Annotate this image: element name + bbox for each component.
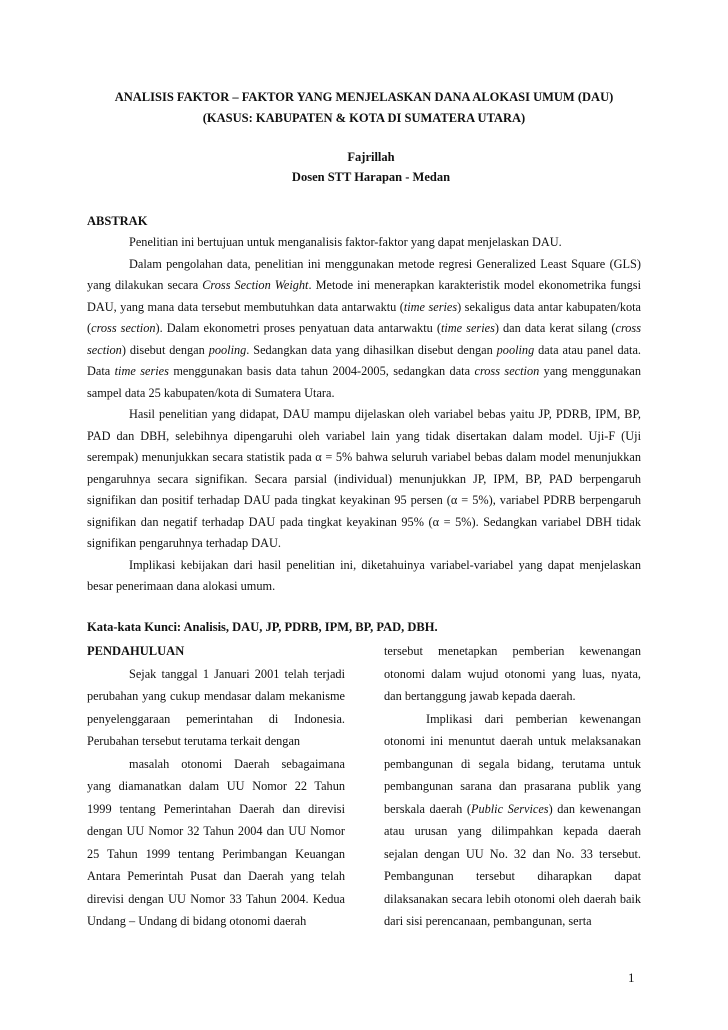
intro-right-column	[384, 640, 641, 933]
intro-right-paragraph-1: tersebut menetapkan pemberian kewenangan otonomi dalam wujud otonomi yang luas, nyata, dan bertanggung jawab kepada daerah.	[384, 644, 641, 703]
page-number: 1	[628, 970, 635, 985]
intro-left-paragraph-1: Sejak tanggal 1 Januari 2001 telah terjadi perubahan yang cukup mendasar dalam mekanisme penyelenggaraan pemerintahan di Indonesia. Perubahan tersebut terutama terkait dengan	[87, 666, 345, 748]
paper-title-line-2: (KASUS: KABUPATEN & KOTA DI SUMATERA UTARA)	[202, 111, 526, 125]
abstract-paragraph-4: Implikasi kebijakan dari hasil penelitian ini, diketahuinya variabel-variabel yang dapat menjelaskan besar penerimaan dana alokasi umum.	[87, 557, 641, 593]
abstract-body	[87, 232, 641, 598]
keywords: Kata-kata Kunci: Analisis, DAU, JP, PDRB, IPM, BP, PAD, DBH.	[87, 620, 438, 634]
intro-right-paragraph-2: Implikasi dari pemberian kewenangan otonomi ini menuntut daerah untuk melaksanakan pembangunan di segala bidang, terutama untuk pembangunan sarana dan prasarana publik yang berskala daerah (Public Services) dan kewenangan atau urusan yang dilimpahkan kepada daerah sejalan dengan UU No. 32 dan No. 33 tersebut. Pembangunan tersebut diharapkan dapat dilaksanakan secara lebih otonomi oleh daerah baik dari sisi perencanaan, pembangunan, serta	[384, 711, 641, 928]
paper-title-line-1: ANALISIS FAKTOR – FAKTOR YANG MENJELASKAN DANA ALOKASI UMUM (DAU)	[114, 90, 614, 104]
abstract-paragraph-2: Dalam pengolahan data, penelitian ini menggunakan metode regresi Generalized Least Square (GLS) yang dilakukan secara Cross Section Weight. Metode ini menerapkan karakteristik model ekonometrika fungsi DAU, yang mana data tersebut membutuhkan data antarwaktu (time series) sekaligus data antar kabupaten/kota (cross section). Dalam ekonometri proses penyatuan data antarwaktu (time series) dan data kerat silang (cross section) disebut dengan pooling. Sedangkan data yang dihasilkan disebut dengan pooling data atau panel data. Data time series menggunakan basis data tahun 2004-2005, sedangkan data cross section yang menggunakan sampel data 25 kabupaten/kota di Sumatera Utara.	[87, 256, 642, 400]
author-name: Fajrillah	[347, 150, 395, 164]
intro-left-column	[87, 640, 345, 933]
abstract-paragraph-3: Hasil penelitian yang didapat, DAU mampu dijelaskan oleh variabel bebas yaitu JP, PDRB, IPM, BP, PAD dan DBH, selebihnya dipengaruhi oleh variabel lain yang tidak disertakan dalam model. Uji-F (Uji serempak) menunjukkan secara statistik pada α = 5% bahwa seluruh variabel bebas dalam model menunjukkan pengaruhnya secara signifikan. Secara parsial (individual) menunjukkan JP, IPM, BP, PAD berpengaruh signifikan dan positif terhadap DAU pada tingkat keyakinan 95 persen (α = 5%), variabel PDRB berpengaruh signifikan dan negatif terhadap DAU pada tingkat keyakinan 95% (α = 5%). Sedangkan variabel DBH tidak signifikan pengaruhnya terhadap DAU.	[87, 407, 641, 550]
abstract-heading: ABSTRAK	[87, 214, 148, 228]
abstract-paragraph-1: Penelitian ini bertujuan untuk menganalisis faktor-faktor yang dapat menjelaskan DAU.	[129, 235, 562, 249]
intro-left-paragraph-2: masalah otonomi Daerah sebagaimana yang diamanatkan dalam UU Nomor 22 Tahun 1999 tentang Pemerintahan Daerah dan direvisi dengan UU Nomor 32 Tahun 2004 dan UU Nomor 25 Tahun 1999 tentang Perimbangan Keuangan Antara Pemerintah Pusat dan Daerah yang telah direvisi dengan UU Nomor 33 Tahun 2004. Kedua Undang – Undang di bidang otonomi daerah	[87, 756, 345, 928]
author-affiliation: Dosen STT Harapan - Medan	[291, 170, 451, 184]
intro-heading: PENDAHULUAN	[87, 644, 185, 658]
